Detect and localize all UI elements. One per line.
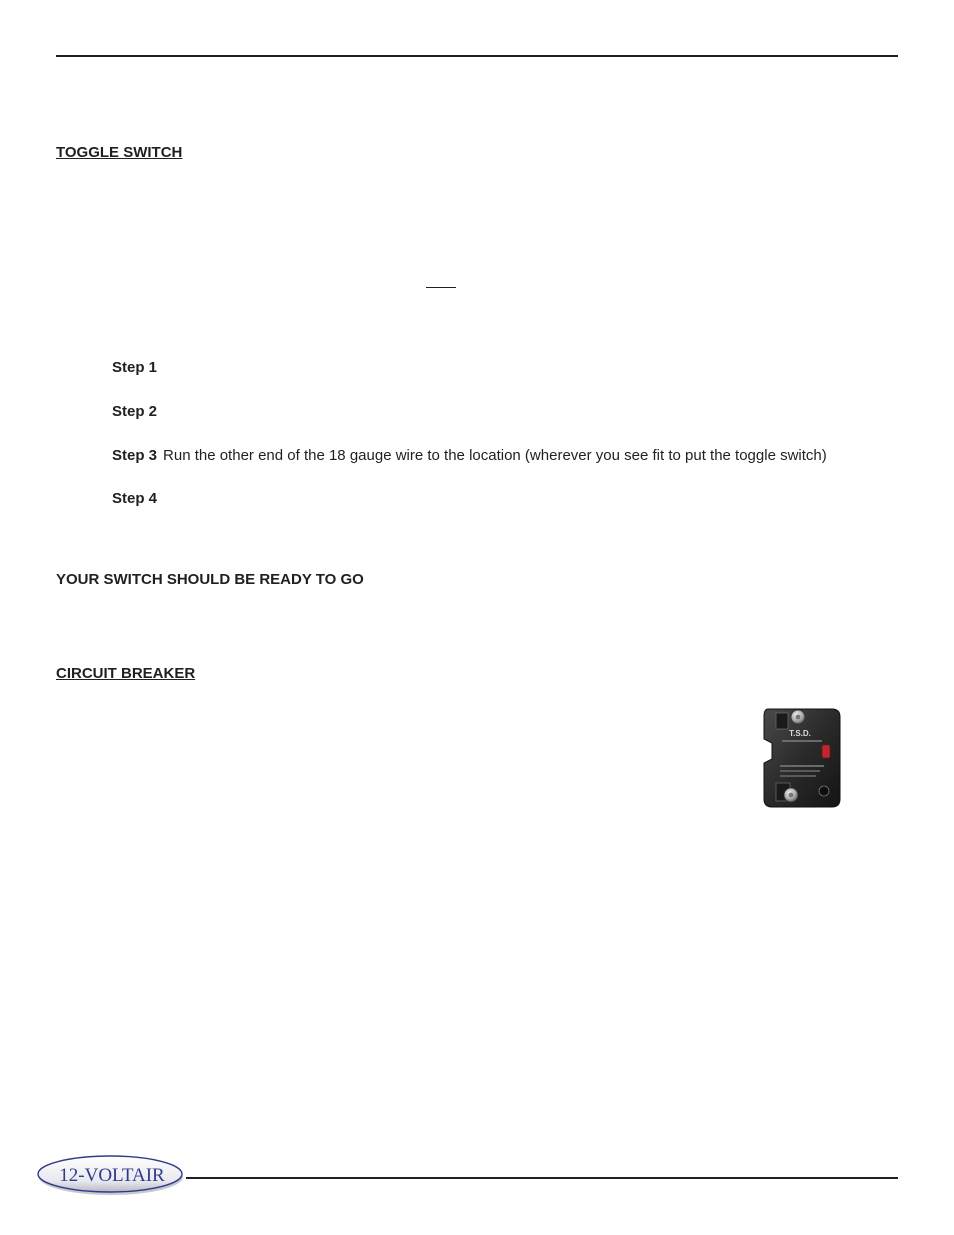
step-label: Step 1 — [112, 359, 158, 376]
breaker-terminal-housing — [776, 713, 788, 729]
breaker-label-line — [780, 765, 824, 767]
bolt-center-icon — [789, 793, 794, 798]
step-text: Run the other end of the 18 gauge wire to the location (wherever you see fit to put the toggle switch) — [163, 447, 827, 464]
step-label: Step 2 — [112, 403, 158, 420]
mounting-hole-icon — [819, 786, 829, 796]
step-3 — [112, 447, 827, 465]
logo-text: 12-VOLTAIR — [59, 1165, 165, 1186]
footer-rule — [186, 1177, 898, 1179]
bolt-center-icon — [796, 715, 801, 720]
step-1 — [112, 359, 163, 377]
step-2 — [112, 403, 163, 421]
reset-button-icon — [822, 745, 830, 758]
footer — [36, 1150, 898, 1200]
circuit-breaker-image — [758, 703, 846, 811]
circuit-breaker-heading: CIRCUIT BREAKER — [56, 665, 196, 682]
header-rule — [56, 55, 898, 57]
ready-callout: YOUR SWITCH SHOULD BE READY TO GO — [56, 571, 364, 588]
underline-mark — [426, 287, 456, 288]
step-label: Step 3 — [112, 447, 158, 464]
step-4 — [112, 490, 163, 508]
company-logo — [36, 1152, 186, 1198]
toggle-switch-heading: TOGGLE SWITCH — [56, 144, 183, 161]
step-label: Step 4 — [112, 490, 158, 507]
breaker-brand-label: T.S.D. — [789, 729, 811, 738]
breaker-label-line — [780, 770, 820, 772]
breaker-label-line — [780, 775, 816, 777]
breaker-label-line — [782, 740, 822, 742]
